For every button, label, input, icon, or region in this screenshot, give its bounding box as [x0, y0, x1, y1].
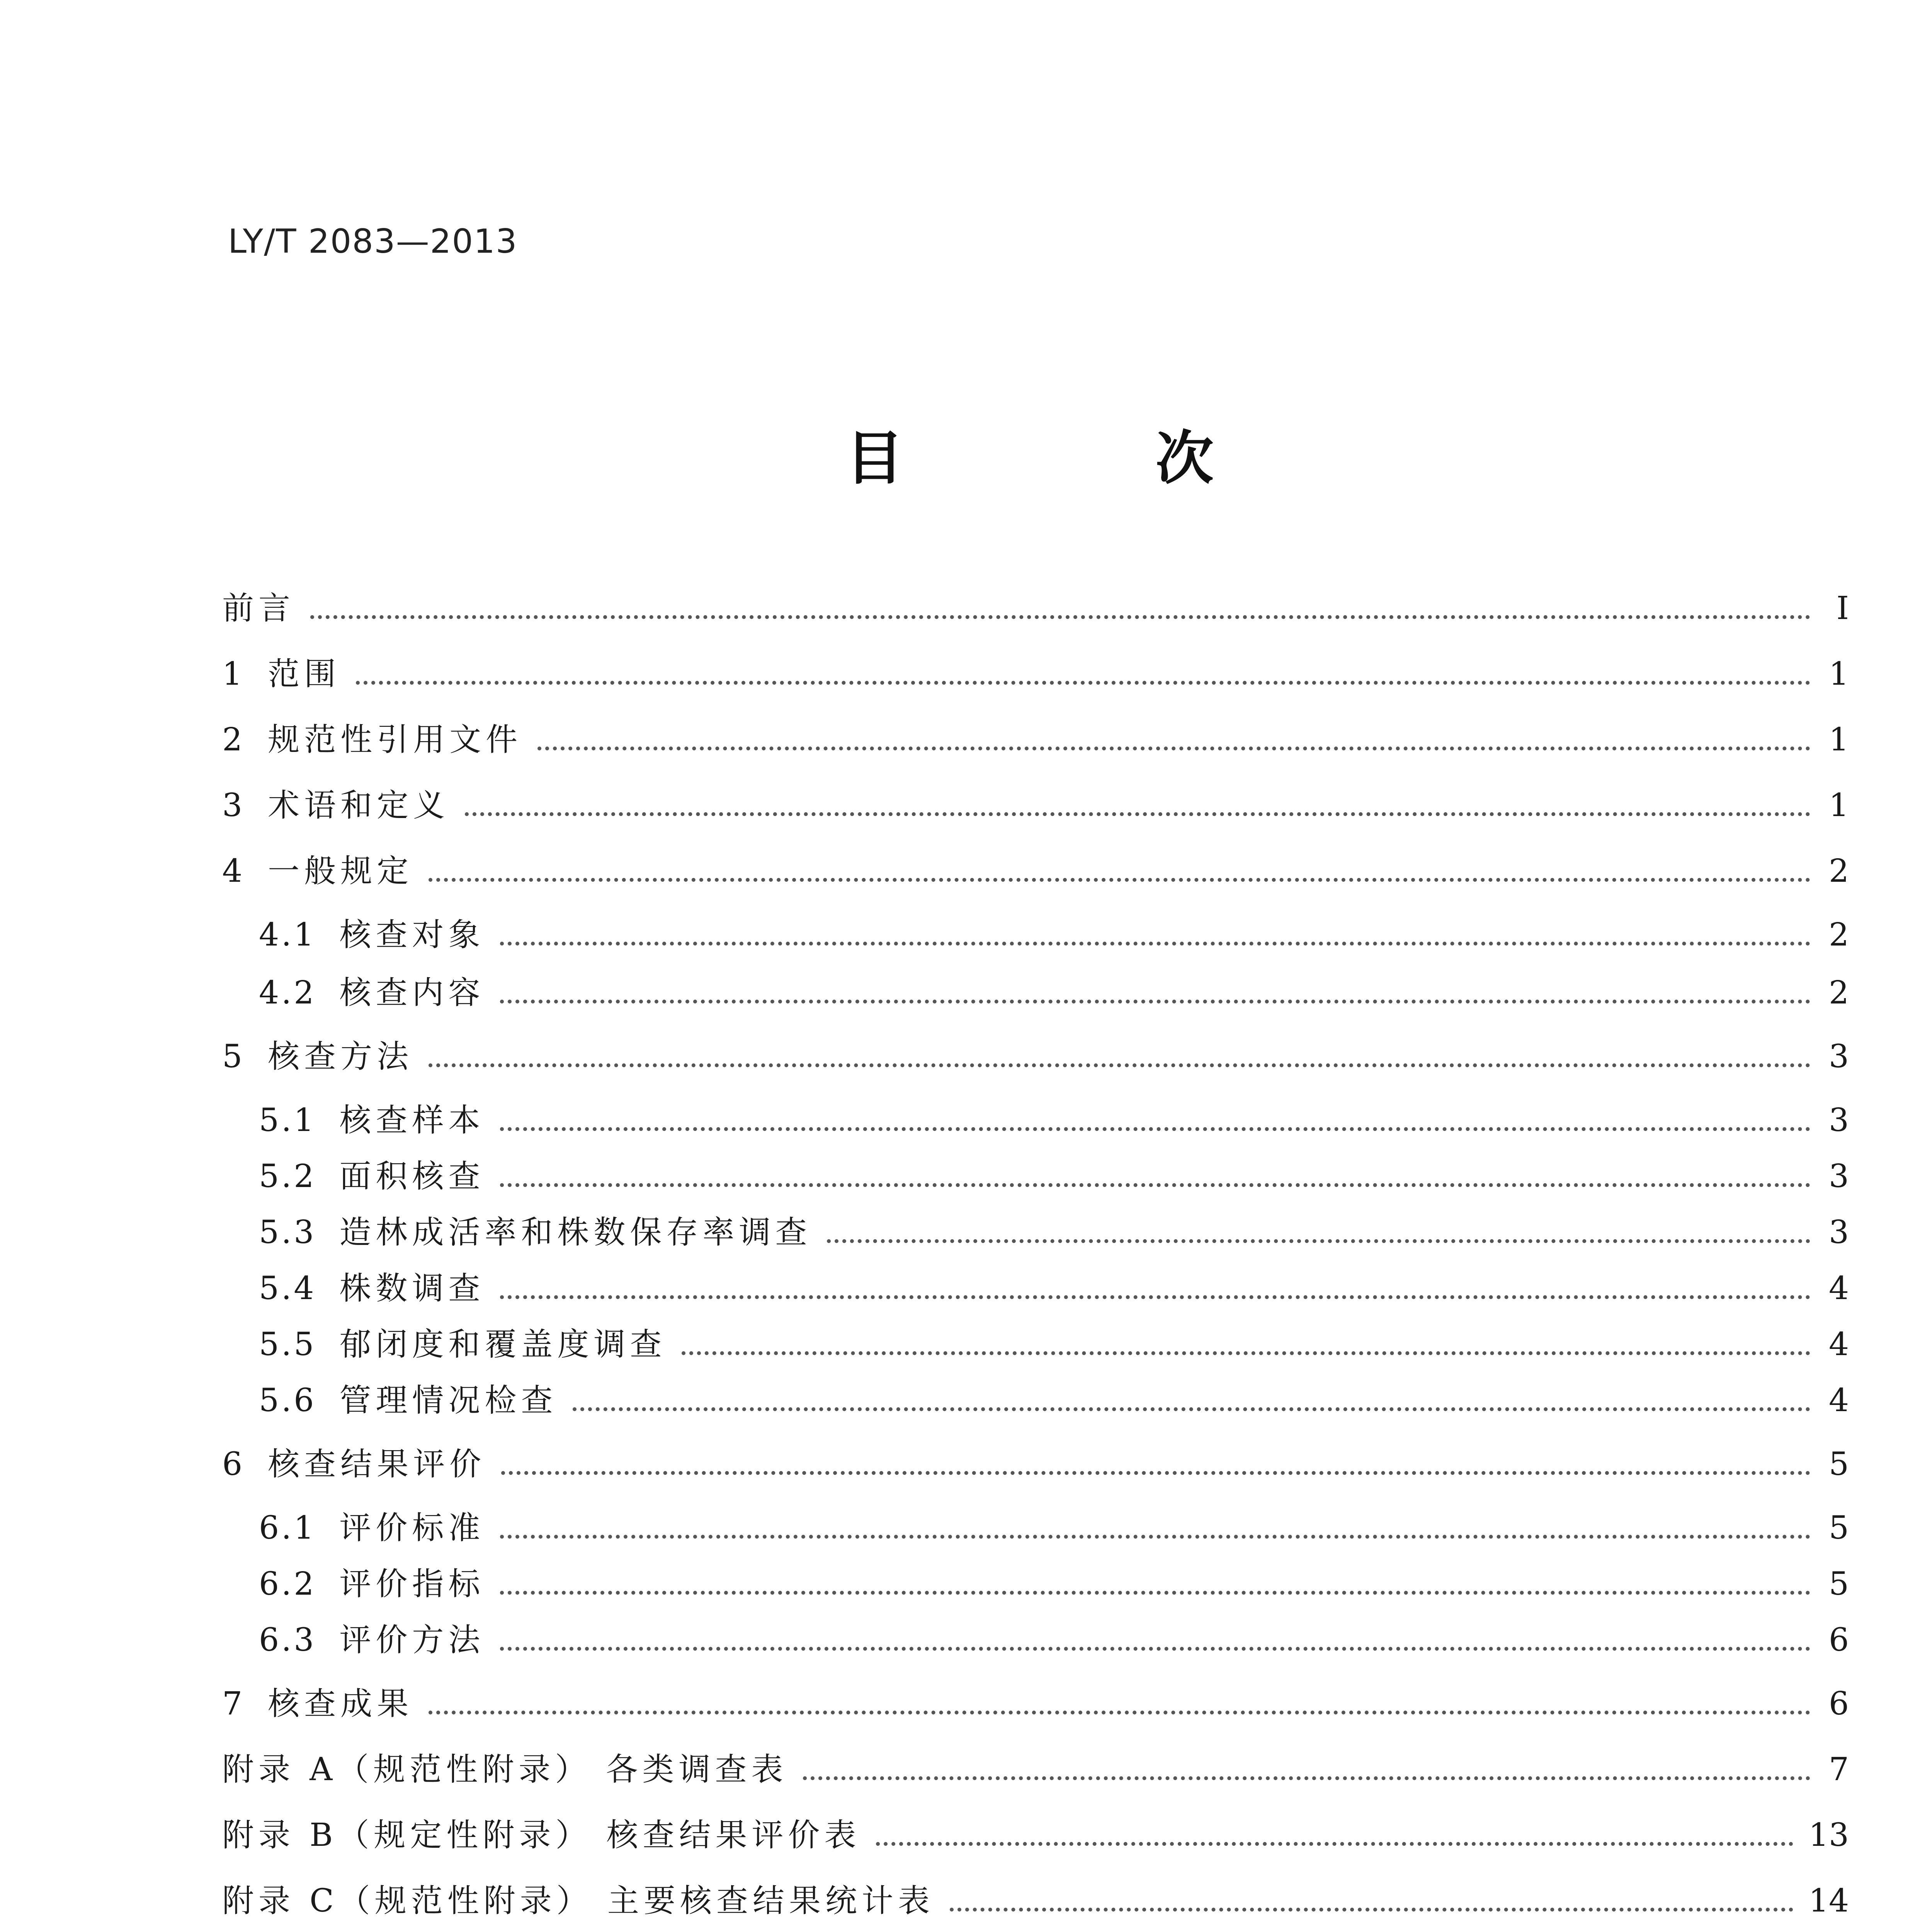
standard-code: LY/T 2083—2013	[228, 222, 518, 261]
dot-leader	[803, 1776, 1810, 1780]
toc-entry-page: 5	[1828, 1566, 1849, 1602]
dot-leader	[310, 615, 1810, 619]
toc-entry-5-3[interactable]	[259, 1211, 1849, 1254]
toc-entry-label: 附录 B（规定性附录） 核查结果评价表	[222, 1817, 861, 1854]
toc-entry-number: 1	[222, 656, 245, 692]
toc-entry-page: 3	[1828, 1102, 1849, 1139]
dot-leader	[500, 1591, 1810, 1595]
toc-entry-4-2[interactable]	[259, 972, 1849, 1014]
toc-entry-5-4[interactable]	[259, 1267, 1849, 1310]
toc-entry-number: 5.5	[259, 1326, 316, 1363]
toc-entry-label: 核查对象	[339, 917, 485, 953]
toc-entry-label: 核查样本	[339, 1102, 485, 1139]
toc-entry-appendix-a[interactable]	[222, 1748, 1849, 1791]
toc-entry-number: 6	[222, 1446, 245, 1483]
toc-entry-page: 4	[1828, 1382, 1849, 1419]
dot-leader	[429, 878, 1810, 882]
toc-entry-5-6[interactable]	[259, 1379, 1849, 1422]
dot-leader	[573, 1407, 1810, 1411]
toc-entry-appendix-c[interactable]	[222, 1880, 1849, 1922]
dot-leader	[500, 1535, 1810, 1539]
toc-entry-label: 评价指标	[339, 1566, 485, 1602]
toc-entry-page: 6	[1828, 1685, 1849, 1722]
toc-entry-number: 6.2	[259, 1566, 316, 1602]
toc-entry-page: 5	[1828, 1510, 1849, 1546]
toc-entry-number: 3	[222, 787, 245, 824]
dot-leader	[356, 681, 1810, 685]
toc-entry-6-1[interactable]	[259, 1507, 1849, 1549]
toc-entry-2[interactable]	[222, 719, 1849, 761]
toc-entry-4[interactable]	[222, 850, 1849, 893]
toc-entry-page: 3	[1828, 1214, 1849, 1251]
dot-leader	[827, 1239, 1810, 1243]
toc-entry-number: 4	[222, 853, 245, 889]
toc-entry-number: 6.3	[259, 1622, 316, 1658]
toc-entry-5-2[interactable]	[259, 1155, 1849, 1198]
toc-entry-5-5[interactable]	[259, 1323, 1849, 1366]
toc-entry-page: 5	[1828, 1446, 1849, 1483]
toc-entry-number: 7	[222, 1685, 245, 1722]
toc-entry-number: 5.3	[259, 1214, 316, 1251]
toc-entry-label: 评价标准	[339, 1510, 485, 1546]
toc-entry-1[interactable]	[222, 653, 1849, 696]
toc-entry-number: 5.1	[259, 1102, 316, 1139]
toc-entry-appendix-b[interactable]	[222, 1814, 1849, 1857]
toc-entry-label: 核查结果评价	[268, 1446, 486, 1483]
toc-entry-label: 前言	[222, 590, 295, 627]
toc-entry-3[interactable]	[222, 784, 1849, 827]
toc-entry-label: 核查成果	[268, 1685, 413, 1722]
toc-title: 目 次	[845, 425, 1330, 492]
toc-entry-page: 3	[1828, 1158, 1849, 1195]
dot-leader	[501, 1471, 1810, 1475]
toc-entry-label: 郁闭度和覆盖度调查	[339, 1326, 667, 1363]
toc-entry-label: 造林成活率和株数保存率调查	[339, 1214, 812, 1251]
dot-leader	[500, 1183, 1810, 1187]
toc-entry-5-1[interactable]	[259, 1099, 1849, 1142]
toc-entry-foreword[interactable]	[222, 587, 1849, 630]
toc-entry-label: 规范性引用文件	[268, 721, 522, 758]
toc-entry-number: 5.4	[259, 1270, 316, 1307]
toc-entry-number: 5.6	[259, 1382, 316, 1419]
dot-leader	[950, 1908, 1793, 1912]
dot-leader	[429, 1063, 1810, 1067]
dot-leader	[500, 1295, 1810, 1299]
toc-entry-page: 4	[1828, 1270, 1849, 1307]
dot-leader	[682, 1351, 1810, 1355]
toc-entry-label: 株数调查	[339, 1270, 485, 1307]
toc-entry-page: 13	[1808, 1817, 1849, 1854]
toc-entry-page: 1	[1828, 656, 1849, 692]
dot-leader	[876, 1842, 1793, 1846]
toc-entry-page: 1	[1828, 721, 1849, 758]
toc-entry-page: 2	[1828, 975, 1849, 1011]
toc-entry-label: 范围	[268, 656, 341, 692]
toc-entry-6[interactable]	[222, 1443, 1849, 1486]
toc-entry-number: 4.1	[259, 917, 316, 953]
toc-entry-number: 2	[222, 721, 245, 758]
toc-entry-page: 14	[1808, 1883, 1849, 1919]
dot-leader	[465, 812, 1810, 816]
toc-entry-label: 面积核查	[339, 1158, 485, 1195]
toc-entry-5[interactable]	[222, 1036, 1849, 1078]
dot-leader	[500, 1000, 1810, 1003]
toc-entry-page: 2	[1828, 853, 1849, 889]
dot-leader	[500, 1127, 1810, 1131]
toc-entry-page: 7	[1828, 1751, 1849, 1788]
dot-leader	[500, 1647, 1810, 1651]
toc-entry-label: 核查方法	[268, 1038, 413, 1075]
toc-entry-number: 6.1	[259, 1510, 316, 1546]
toc-entry-page: Ⅰ	[1836, 590, 1849, 627]
dot-leader	[429, 1711, 1810, 1714]
toc-entry-number: 4.2	[259, 975, 316, 1011]
toc-entry-6-3[interactable]	[259, 1619, 1849, 1662]
toc-entry-4-1[interactable]	[259, 914, 1849, 956]
toc-entry-label: 一般规定	[268, 853, 413, 889]
toc-entry-label: 核查内容	[339, 975, 485, 1011]
toc-entry-page: 1	[1828, 787, 1849, 824]
dot-leader	[537, 747, 1810, 750]
toc-entry-label: 术语和定义	[268, 787, 450, 824]
toc-entry-label: 管理情况检查	[339, 1382, 558, 1419]
toc-entry-page: 3	[1828, 1038, 1849, 1075]
toc-entry-page: 4	[1828, 1326, 1849, 1363]
toc-entry-7[interactable]	[222, 1683, 1849, 1725]
toc-entry-page: 2	[1828, 917, 1849, 953]
toc-entry-label: 评价方法	[339, 1622, 485, 1658]
toc-entry-page: 6	[1828, 1622, 1849, 1658]
toc-entry-number: 5.2	[259, 1158, 316, 1195]
toc-entry-6-2[interactable]	[259, 1563, 1849, 1605]
toc-entry-number: 5	[222, 1038, 245, 1075]
dot-leader	[500, 942, 1810, 946]
toc-entry-label: 附录 C（规范性附录） 主要核查结果统计表	[222, 1883, 934, 1919]
toc-entry-label: 附录 A（规范性附录） 各类调查表	[222, 1751, 788, 1788]
